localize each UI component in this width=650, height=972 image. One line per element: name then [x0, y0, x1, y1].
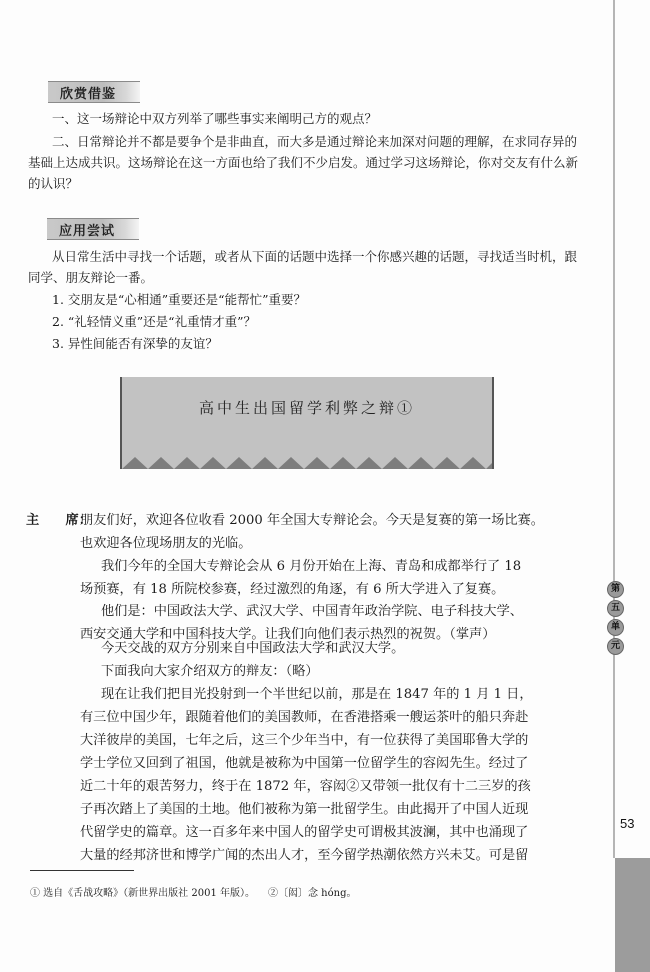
section-heading-application	[47, 218, 139, 240]
footnote-rule	[30, 870, 134, 871]
application-intro-cont: 同学、朋友辩论一番。	[28, 270, 154, 285]
page-number: 53	[620, 816, 635, 831]
appreciation-question-2-end: 的认识？	[28, 176, 79, 191]
topic-item-1: 1. 交朋友是“心相通”重要还是“能帮忙”重要？	[52, 292, 306, 307]
unit-tab-char: 五	[607, 600, 624, 617]
dialogue-line: 下面我向大家介绍双方的辩友：（略）	[101, 664, 319, 679]
dialogue-line: 大量的经邦济世和博学广闻的杰出人才，至今留学热潮依然方兴未艾。可是留	[80, 848, 529, 863]
dialogue-line: 场预赛，有 18 所院校参赛，经过激烈的角逐，有 6 所大学进入了复赛。	[80, 582, 505, 597]
dialogue-line: 朋友们好，欢迎各位收看 2000 年全国大专辩论会。今天是复赛的第一场比赛。	[80, 513, 544, 528]
footnote-1: ① 选自《舌战攻略》（新世界出版社 2001 年版）。	[30, 888, 255, 899]
footnote-2: ②〔闳〕念 hóng。	[268, 888, 357, 899]
speaker-label: 主 席：	[26, 513, 92, 528]
dialogue-line: 今天交战的双方分别来自中国政法大学和武汉大学。	[101, 641, 405, 656]
appreciation-question-1: 一、这一场辩论中双方列举了哪些事实来阐明己方的观点？	[52, 111, 378, 126]
dialogue-line: 子再次踏上了美国的土地。他们被称为第一批留学生。由此揭开了中国人近现	[80, 802, 529, 817]
section-heading-appreciation-label: 欣赏借鉴	[60, 87, 117, 102]
topic-item-3: 3. 异性间能否有深挚的友谊？	[52, 336, 218, 351]
section-heading-application-label: 应用尝试	[59, 224, 116, 239]
margin-gray-block	[615, 858, 650, 972]
dialogue-line: 我们今年的全国大专辩论会从 6 月份开始在上海、青岛和成都举行了 18	[101, 559, 522, 574]
dialogue-line: 也欢迎各位现场朋友的光临。	[80, 536, 252, 551]
dialogue-line: 他们是：中国政法大学、武汉大学、中国青年政治学院、电子科技大学、	[101, 604, 523, 619]
dialogue-line: 有三位中国少年，跟随着他们的美国教师，在香港搭乘一艘运茶叶的船只奔赴	[80, 710, 529, 725]
dialogue-line: 现在让我们把目光投射到一个半世纪以前，那是在 1847 年的 1 月 1 日，	[101, 687, 533, 702]
dialogue-line: 西安交通大学和中国科技大学。让我们向他们表示热烈的祝贺。（掌声）	[80, 627, 496, 642]
dialogue-line: 代留学史的篇章。这一百多年来中国人的留学史可谓极其波澜，其中也涌现了	[80, 825, 529, 840]
topic-item-2: 2. “礼轻情义重”还是“礼重情才重”？	[52, 314, 256, 329]
dialogue-line: 大洋彼岸的美国，七年之后，这三个少年当中，有一位获得了美国耶鲁大学的	[80, 733, 529, 748]
dialogue-line: 近二十年的艰苦努力，终于在 1872 年，容闳②又带领一批仅有十二三岁的孩	[80, 779, 531, 794]
dialogue-line: 学士学位又回到了祖国，他就是被称为中国第一位留学生的容闳先生。经过了	[80, 756, 529, 771]
margin-rule	[613, 0, 615, 858]
zigzag-decoration-icon	[122, 457, 492, 469]
application-intro: 从日常生活中寻找一个话题，或者从下面的话题中选择一个你感兴趣的话题，寻找适当时机，跟	[52, 249, 578, 264]
section-heading-appreciation	[48, 81, 140, 103]
unit-tab-char: 元	[607, 638, 624, 655]
article-title: 高中生出国留学利弊之辩①	[198, 399, 415, 417]
article-title-banner	[120, 377, 494, 469]
unit-tab-char: 第	[607, 581, 624, 598]
unit-tab-char: 单	[607, 619, 624, 636]
appreciation-question-2: 二、日常辩论并不都是要争个是非曲直，而大多是通过辩论来加深对问题的理解，在求同存异的	[52, 134, 578, 149]
appreciation-question-2-cont: 基础上达成共识。这场辩论在这一方面也给了我们不少启发。通过学习这场辩论，你对交友有什么新	[28, 155, 579, 170]
